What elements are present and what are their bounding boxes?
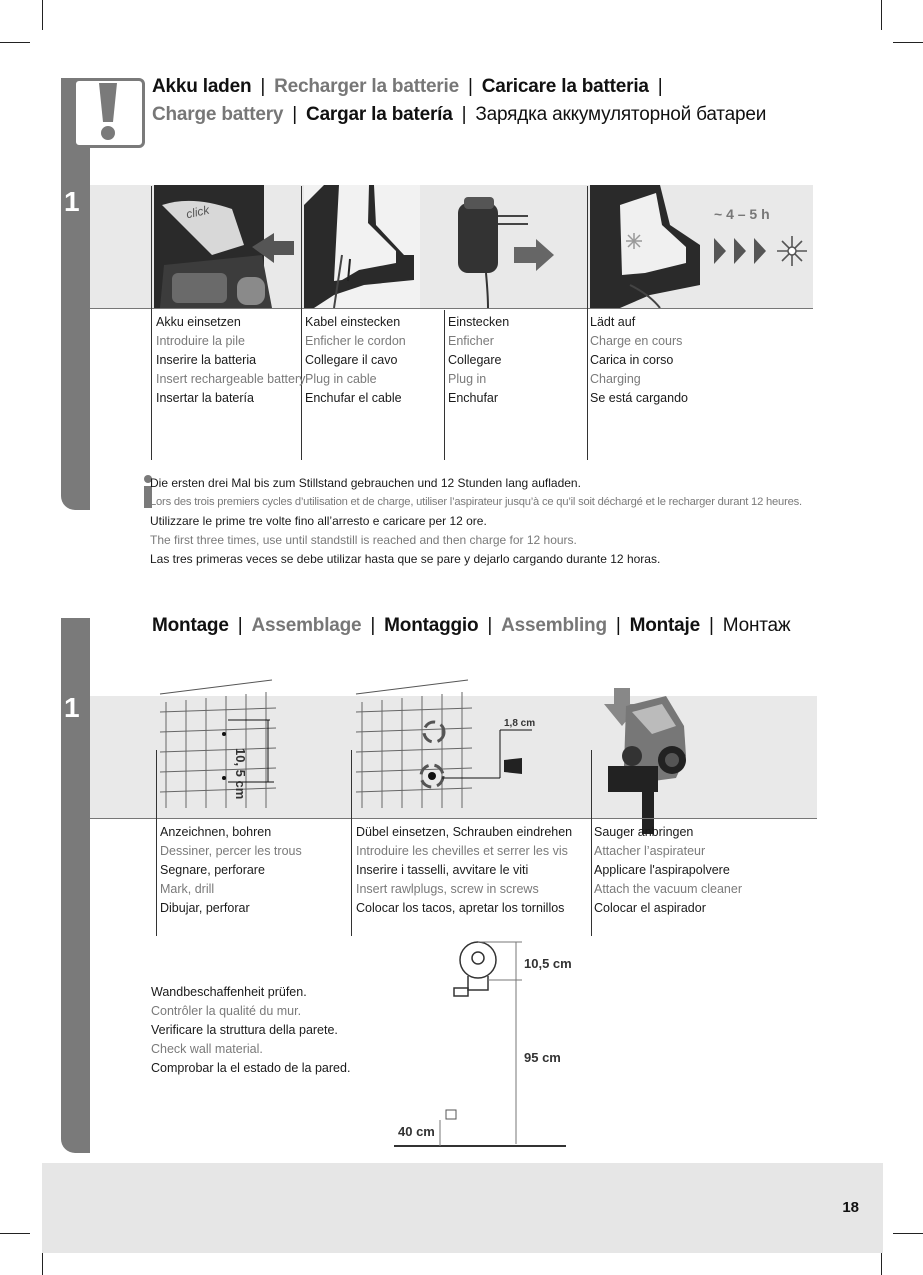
- charging-illustration: [590, 185, 700, 308]
- caption-screws: Dübel einsetzen, Schrauben eindrehen Introduire les chevilles et serrer les vis Inserire i tasselli, avvitare le viti Insert rawlplugs, screw in screws Colocar los tacos, apretar los tornillos: [356, 825, 573, 915]
- column-divider: [444, 310, 445, 460]
- header-it: Caricare la batteria: [481, 76, 649, 97]
- column-divider: [591, 750, 592, 936]
- crop-mark: [881, 0, 882, 30]
- warning-icon: [88, 80, 128, 144]
- page-footer: [42, 1163, 883, 1253]
- mounting-height-diagram: [394, 936, 574, 1152]
- section1-header-row2: Charge battery | Cargar la batería | Зарядка аккумуляторной батареи: [152, 104, 767, 125]
- power-adapter-illustration: [448, 185, 560, 308]
- section2-step-number: 1: [64, 692, 80, 723]
- info-note: Die ersten drei Mal bis zum Stillstand gebrauchen und 12 Stunden lang aufladen. Lors des trois premiers cycles d’utilisation et de charge, utiliser l’aspirateur jusqu’à ce qu’il soit déchargé et le recharger durant 12 heures. Utilizzare le prime tre volte fino all’arresto e caricare per 12 ore. The first three times, use until standstill is reached and then charge for 12 hours. Las tres primeras veces se debe utilizar hasta que se pare y dejarlo cargando durante 12 horas.: [150, 476, 802, 566]
- crop-mark: [893, 1233, 923, 1234]
- header-en: Charge battery: [152, 104, 284, 125]
- section1-band-divider: [90, 308, 813, 309]
- crop-mark: [42, 0, 43, 30]
- dim-top-label: 10,5 cm: [524, 956, 572, 971]
- caption-charging: Lädt auf Charge en cours Carica in corso Charging Se está cargando: [590, 315, 688, 405]
- dim-side-label: 40 cm: [398, 1124, 435, 1139]
- caption-plug-in: Einstecken Enficher Collegare Plug in Enchufar: [448, 315, 510, 405]
- section1-step-number: 1: [64, 186, 80, 217]
- header-de: Akku laden: [152, 76, 252, 97]
- header-es: Cargar la batería: [306, 104, 453, 125]
- column-divider: [587, 186, 588, 460]
- header-fr: Assemblage: [251, 615, 362, 636]
- header-de: Montage: [152, 615, 229, 636]
- dim-height-label: 95 cm: [524, 1050, 561, 1065]
- header-en: Assembling: [501, 615, 607, 636]
- screw-depth-label: 1,8 cm: [504, 718, 536, 729]
- charge-arrows-icon: [712, 234, 810, 268]
- attach-vacuum-illustration: [596, 686, 696, 836]
- crop-mark: [0, 42, 30, 43]
- plug-cable-illustration: [304, 185, 420, 308]
- header-fr: Recharger la batterie: [274, 76, 459, 97]
- drill-marking-illustration: [156, 676, 296, 818]
- caption-mark-drill: Anzeichnen, bohren Dessiner, percer les trous Segnare, perforare Mark, drill Dibujar, perforar: [160, 825, 302, 915]
- section2-band-divider: [90, 818, 817, 819]
- column-divider: [156, 750, 157, 936]
- click-label: click: [184, 202, 211, 222]
- section1-header-row1: Akku laden | Recharger la batterie | Caricare la batteria |: [152, 76, 663, 97]
- page-number: 18: [842, 1199, 859, 1216]
- header-it: Montaggio: [384, 615, 479, 636]
- crop-mark: [0, 1233, 30, 1234]
- column-divider: [351, 750, 352, 936]
- insert-battery-illustration: [152, 185, 300, 308]
- charge-duration: ~ 4 – 5 h: [714, 206, 770, 222]
- caption-insert-battery: Akku einsetzen Introduire la pile Inserire la batteria Insert rechargeable battery Insertar la batería: [156, 315, 306, 405]
- header-es: Montaje: [629, 615, 700, 636]
- header-ru: Монтаж: [722, 615, 791, 636]
- caption-attach-vacuum: Sauger anbringen Attacher l’aspirateur Applicare l'aspirapolvere Attach the vacuum cleaner Colocar el aspirador: [594, 825, 742, 915]
- wall-check-note: Wandbeschaffenheit prüfen. Contrôler la qualité du mur. Verificare la struttura della parete. Check wall material. Comprobar la el estado de la pared.: [151, 985, 351, 1075]
- section2-header: Montage | Assemblage | Montaggio | Assembling | Montaje | Монтаж: [152, 615, 791, 636]
- crop-mark: [893, 42, 923, 43]
- header-ru: Зарядка аккумуляторной батареи: [475, 104, 767, 125]
- screw-in-illustration: [352, 676, 542, 818]
- drill-spacing-label: 10, 5 cm: [233, 748, 248, 800]
- column-divider: [151, 186, 152, 460]
- caption-plug-cable: Kabel einstecken Enficher le cordon Collegare il cavo Plug in cable Enchufar el cable: [305, 315, 406, 405]
